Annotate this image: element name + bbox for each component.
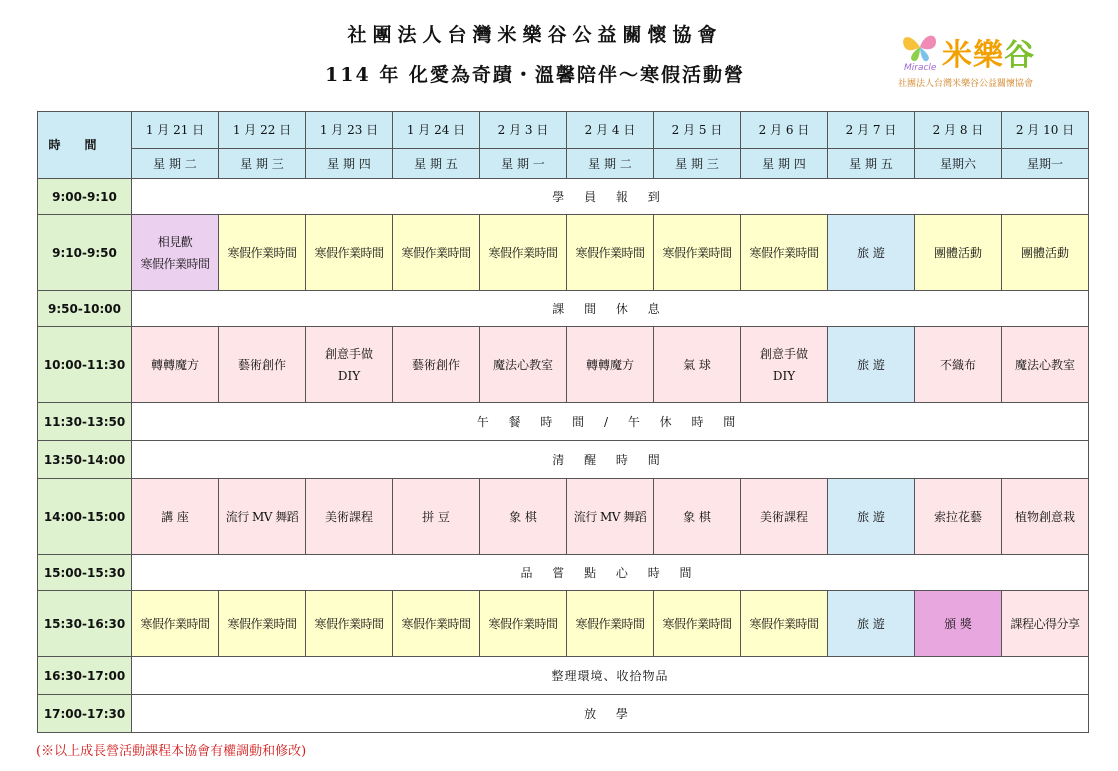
activity-cell: 寒假作業時間 (567, 215, 654, 291)
activity-cell: 植物創意栽 (1002, 479, 1089, 555)
span-activity: 午 餐 時 間 / 午 休 時 間 (132, 403, 1089, 441)
time-slot: 9:00-9:10 (38, 179, 132, 215)
date-row (38, 112, 1089, 149)
activity-cell: 象 棋 (654, 479, 741, 555)
cell-line-1: 相見歡 (157, 234, 193, 249)
date-cell: 2 月 6 日 (741, 112, 828, 149)
weekday-cell: 星期一 (1002, 149, 1089, 179)
activity-cell: 寒假作業時間 (219, 215, 306, 291)
weekday-cell: 星 期 三 (654, 149, 741, 179)
activity-cell: 寒假作業時間 (480, 591, 567, 657)
activity-cell: 藝術創作 (219, 327, 306, 403)
activity-cell: 寒假作業時間 (654, 591, 741, 657)
activity-cell: 流行 MV 舞蹈 (567, 479, 654, 555)
time-slot: 9:50-10:00 (38, 291, 132, 327)
span-activity: 整理環境、收拾物品 (132, 657, 1089, 695)
activity-cell: 團體活動 (1002, 215, 1089, 291)
time-slot: 11:30-13:50 (38, 403, 132, 441)
activity-cell: 美術課程 (741, 479, 828, 555)
weekday-cell: 星 期 四 (741, 149, 828, 179)
activity-cell: 團體活動 (915, 215, 1002, 291)
schedule-row (38, 441, 1089, 479)
span-activity: 清 醒 時 間 (132, 441, 1089, 479)
activity-cell: 寒假作業時間 (741, 215, 828, 291)
time-header: 時間 (38, 112, 132, 179)
date-cell: 2 月 10 日 (1002, 112, 1089, 149)
activity-cell: 寒假作業時間 (393, 591, 480, 657)
date-cell: 2 月 3 日 (480, 112, 567, 149)
activity-cell: 講 座 (132, 479, 219, 555)
span-activity: 課 間 休 息 (132, 291, 1089, 327)
activity-cell: 不織布 (915, 327, 1002, 403)
span-activity: 學 員 報 到 (132, 179, 1089, 215)
activity-cell: 美術課程 (306, 479, 393, 555)
activity-cell: 拼 豆 (393, 479, 480, 555)
time-slot: 15:00-15:30 (38, 555, 132, 591)
logo-english: Miracle (904, 63, 937, 73)
activity-cell: 寒假作業時間 (567, 591, 654, 657)
activity-cell: 寒假作業時間 (219, 591, 306, 657)
activity-cell (741, 327, 828, 403)
activity-cell: 寒假作業時間 (654, 215, 741, 291)
weekday-cell: 星 期 二 (132, 149, 219, 179)
weekday-cell: 星 期 三 (219, 149, 306, 179)
date-cell: 1 月 24 日 (393, 112, 480, 149)
activity-cell: 課程心得分享 (1002, 591, 1089, 657)
span-activity: 放 學 (132, 695, 1089, 733)
activity-cell: 旅 遊 (828, 215, 915, 291)
cell-line-2: DIY (772, 368, 796, 383)
camp-title: 114 年 化愛為奇蹟・溫馨陪伴～寒假活動營 (325, 64, 745, 86)
date-cell: 1 月 21 日 (132, 112, 219, 149)
time-slot: 16:30-17:00 (38, 657, 132, 695)
time-slot: 15:30-16:30 (38, 591, 132, 657)
date-cell: 2 月 8 日 (915, 112, 1002, 149)
date-cell: 2 月 4 日 (567, 112, 654, 149)
activity-cell: 寒假作業時間 (132, 591, 219, 657)
activity-cell: 寒假作業時間 (393, 215, 480, 291)
schedule-row (38, 657, 1089, 695)
weekday-row (38, 149, 1089, 179)
org-logo (898, 30, 1073, 92)
span-activity: 品 嘗 點 心 時 間 (132, 555, 1089, 591)
activity-cell (132, 215, 219, 291)
org-title: 社團法人台灣米樂谷公益關懷協會 (347, 24, 723, 46)
activity-cell: 旅 遊 (828, 591, 915, 657)
schedule-table (37, 111, 1089, 733)
activity-cell: 象 棋 (480, 479, 567, 555)
schedule-row (38, 403, 1089, 441)
time-slot: 17:00-17:30 (38, 695, 132, 733)
cell-line-1: 創意手做 (324, 346, 373, 361)
activity-cell: 索拉花藝 (915, 479, 1002, 555)
schedule-row (38, 555, 1089, 591)
weekday-cell: 星 期 一 (480, 149, 567, 179)
activity-cell (306, 327, 393, 403)
activity-cell: 旅 遊 (828, 327, 915, 403)
activity-cell: 流行 MV 舞蹈 (219, 479, 306, 555)
date-cell: 2 月 5 日 (654, 112, 741, 149)
time-slot: 9:10-9:50 (38, 215, 132, 291)
time-slot: 14:00-15:00 (38, 479, 132, 555)
schedule-row (38, 291, 1089, 327)
time-slot: 10:00-11:30 (38, 327, 132, 403)
cell-line-2: DIY (337, 368, 361, 383)
weekday-cell: 星期六 (915, 149, 1002, 179)
cell-line-2: 寒假作業時間 (140, 256, 210, 271)
schedule-row (38, 695, 1089, 733)
activity-cell: 轉轉魔方 (132, 327, 219, 403)
schedule-row (38, 179, 1089, 215)
activity-cell: 寒假作業時間 (306, 215, 393, 291)
activity-cell: 藝術創作 (393, 327, 480, 403)
date-cell: 1 月 22 日 (219, 112, 306, 149)
activity-cell: 轉轉魔方 (567, 327, 654, 403)
weekday-cell: 星 期 二 (567, 149, 654, 179)
activity-cell: 寒假作業時間 (480, 215, 567, 291)
activity-cell: 寒假作業時間 (306, 591, 393, 657)
date-cell: 1 月 23 日 (306, 112, 393, 149)
weekday-cell: 星 期 五 (828, 149, 915, 179)
date-cell: 2 月 7 日 (828, 112, 915, 149)
schedule-row (38, 215, 1089, 291)
activity-cell: 寒假作業時間 (741, 591, 828, 657)
activity-cell: 頒 獎 (915, 591, 1002, 657)
weekday-cell: 星 期 五 (393, 149, 480, 179)
activity-cell: 旅 遊 (828, 479, 915, 555)
disclaimer-note: (※以上成長營活動課程本協會有權調動和修改) (36, 744, 307, 759)
butterfly-icon (900, 30, 940, 64)
weekday-cell: 星 期 四 (306, 149, 393, 179)
time-slot: 13:50-14:00 (38, 441, 132, 479)
schedule-row (38, 327, 1089, 403)
cell-line-1: 創意手做 (759, 346, 808, 361)
activity-cell: 氣 球 (654, 327, 741, 403)
activity-cell: 魔法心教室 (1002, 327, 1089, 403)
logo-subtitle: 社團法人台灣米樂谷公益關懷協會 (898, 79, 1034, 89)
activity-cell: 魔法心教室 (480, 327, 567, 403)
schedule-row (38, 591, 1089, 657)
logo-chinese: 米樂谷 (942, 38, 1035, 73)
schedule-row (38, 479, 1089, 555)
